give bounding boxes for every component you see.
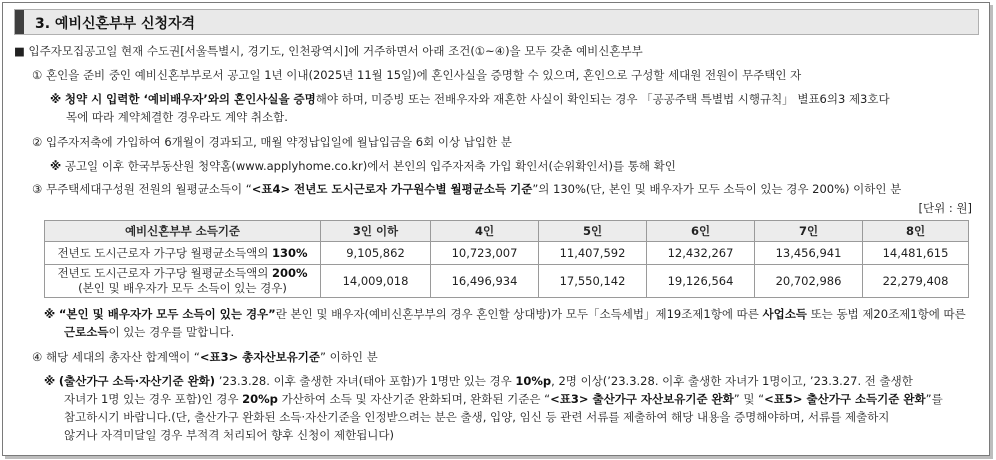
header-4: 4인 [431, 221, 539, 242]
condition-1-text: 혼인을 준비 중인 예비신혼부부로서 공고일 1년 이내(2025년 11월 15일)에 혼인사실을 증명할 수 있으며, 혼인으로 구성할 세대원 전원이 무주택인 자 [45, 68, 802, 82]
table-cell: 14,481,615 [863, 242, 969, 265]
condition-1-note-text: 해야 하며, 미증빙 또는 전배우자와 재혼한 사실이 확인되는 경우 「공공주택 특별법 시행규칙」 별표6의3 제3호다 [315, 92, 890, 106]
table-cell: 17,550,142 [539, 265, 647, 298]
table-cell: 11,407,592 [539, 242, 647, 265]
condition-4-note-bold: 10%p [515, 374, 552, 388]
section-title-bar [14, 9, 979, 35]
table-cell: 22,279,408 [863, 265, 969, 298]
row-130-label-text: 전년도 도시근로자 가구당 월평균소득액의 [57, 245, 273, 260]
condition-3-text-b: ”의 130%(단, 본인 및 배우자가 모두 소득이 있는 경우 200%) 이하인 분 [532, 182, 902, 196]
table-row [45, 265, 969, 298]
table-note-bold-2: 사업소득 [762, 307, 807, 321]
table-note [44, 306, 966, 322]
table-cell: 14,009,018 [321, 265, 431, 298]
row-200-label [45, 265, 321, 298]
header-3-or-less: 3인 이하 [321, 221, 431, 242]
intro-bullet-icon: ■ [14, 44, 25, 58]
header-criteria: 예비신혼부부 소득기준 [45, 221, 321, 242]
row-200-label-percent: 200% [272, 266, 308, 280]
note-mark: ※ [44, 374, 56, 388]
condition-4 [32, 349, 378, 365]
condition-4-note-line3: 참고하시기 바랍니다.(단, 출산가구 완화된 소득·자산기준을 인정받으려는 분은 출생, 입양, 임신 등 관련 서류를 제출하여 해당 내용을 증명해야하며, 서류를 제출하지 [64, 410, 890, 424]
condition-2 [32, 134, 512, 150]
table-note-bold-1: “본인 및 배우자가 모두 소득이 있는 경우” [58, 307, 276, 321]
condition-4-note-line4: 않거나 자격미달일 경우 부적격 처리되어 향후 신청이 제한됩니다) [64, 428, 395, 442]
intro-text: 입주자모집공고일 현재 수도권[서울특별시, 경기도, 인천광역시]에 거주하면서 아래 조건(①~④)을 모두 갖춘 예비신혼부부 [28, 44, 643, 58]
condition-1-note-bold: 청약 시 입력한 ‘예비배우자’와의 혼인사실을 증명 [64, 92, 316, 106]
table-cell: 19,126,564 [647, 265, 755, 298]
table-note-text-1: 란 본인 및 배우자(예비신혼부부의 경우 혼인할 상대방)가 모두「소득세법」제19조제1항에 따른 [275, 307, 763, 321]
title-accent-bar [15, 10, 24, 34]
condition-2-note-text: 공고일 이후 한국부동산원 청약홈(www.applyhome.co.kr)에서 본인의 입주자저축 가입 확인서(순위확인서)를 통해 확인 [64, 159, 676, 173]
row-200-label-sub: (본인 및 배우자가 모두 소득이 있는 경우) [78, 281, 287, 295]
condition-1-mark: ① [32, 68, 43, 82]
condition-4-note-bold: 20%p [242, 392, 278, 406]
condition-4-note-line1 [44, 373, 913, 389]
condition-2-text: 입주자저축에 가입하여 6개월이 경과되고, 매월 약정납입일에 월납입금을 6회 이상 납입한 분 [45, 135, 512, 149]
table-cell: 12,432,267 [647, 242, 755, 265]
table-note-line2 [64, 324, 234, 340]
condition-3-text-bold: <표4> 전년도 도시근로자 가구원수별 월평균소득 기준 [251, 182, 533, 196]
table-cell: 13,456,941 [755, 242, 863, 265]
note-mark: ※ [50, 159, 62, 173]
condition-4-note-line2 [64, 391, 943, 407]
row-200-label-text: 전년도 도시근로자 가구당 월평균소득액의 [57, 266, 273, 280]
header-5: 5인 [539, 221, 647, 242]
table-unit: [단위 : 원] [918, 201, 972, 215]
condition-2-note [50, 158, 676, 174]
condition-4-note-text: 가산하여 소득 및 자산기준 완화되며, 완화된 기준은 “ [277, 392, 551, 406]
income-table [44, 220, 969, 298]
condition-4-note-bold: <표3> 출산가구 자산보유기준 완화 [550, 392, 734, 406]
table-note-text-3: 이 있는 경우를 말합니다. [108, 325, 235, 339]
condition-2-mark: ② [32, 135, 43, 149]
condition-1-note-line2: 목에 따라 계약체결한 경우라도 계약 취소함. [66, 110, 288, 124]
header-8: 8인 [863, 221, 969, 242]
row-130-label [45, 242, 321, 265]
table-cell: 10,723,007 [431, 242, 539, 265]
table-cell: 16,496,934 [431, 265, 539, 298]
condition-4-note-text: ”를 [925, 392, 943, 406]
condition-4-note-text: ’23.3.28. 이후 출생한 자녀(태아 포함)가 1명만 있는 경우 [215, 374, 516, 388]
condition-4-note-text: , 2명 이상(’23.3.28. 이후 출생한 자녀가 1명이고, ’23.3.27. 전 출생한 [551, 374, 913, 388]
condition-3-text-a: 무주택세대구성원 전원의 월평균소득이 “ [45, 182, 252, 196]
table-note-text-2: 또는 동법 제20조제1항에 따른 [806, 307, 966, 321]
note-mark: ※ [50, 92, 62, 106]
condition-3-mark: ③ [32, 182, 43, 196]
note-mark: ※ [44, 307, 56, 321]
table-header-row [45, 221, 969, 242]
condition-4-text-a: 해당 세대의 총자산 합계액이 “ [45, 350, 200, 364]
table-cell: 9,105,862 [321, 242, 431, 265]
section-title: 3. 예비신혼부부 신청자격 [35, 16, 196, 32]
table-row [45, 242, 969, 265]
row-130-label-percent: 130% [272, 245, 308, 260]
condition-4-note-bold: <표5> 출산가구 소득기준 완화 [764, 392, 926, 406]
header-6: 6인 [647, 221, 755, 242]
condition-4-note-text: ” 및 “ [733, 392, 765, 406]
condition-4-note-bold: (출산가구 소득·자산기준 완화) [58, 374, 216, 388]
table-cell: 20,702,986 [755, 265, 863, 298]
header-7: 7인 [755, 221, 863, 242]
condition-4-note-text: 자녀가 1명 있는 경우 포함)인 경우 [64, 392, 243, 406]
intro-line [14, 43, 643, 59]
table-note-bold-3: 근로소득 [64, 325, 109, 339]
condition-4-mark: ④ [32, 350, 43, 364]
condition-1 [32, 67, 801, 83]
condition-4-text-bold: <표3> 총자산보유기준 [199, 350, 321, 364]
condition-3 [32, 181, 901, 197]
condition-4-text-b: ” 이하인 분 [320, 350, 378, 364]
condition-1-note [50, 91, 890, 107]
